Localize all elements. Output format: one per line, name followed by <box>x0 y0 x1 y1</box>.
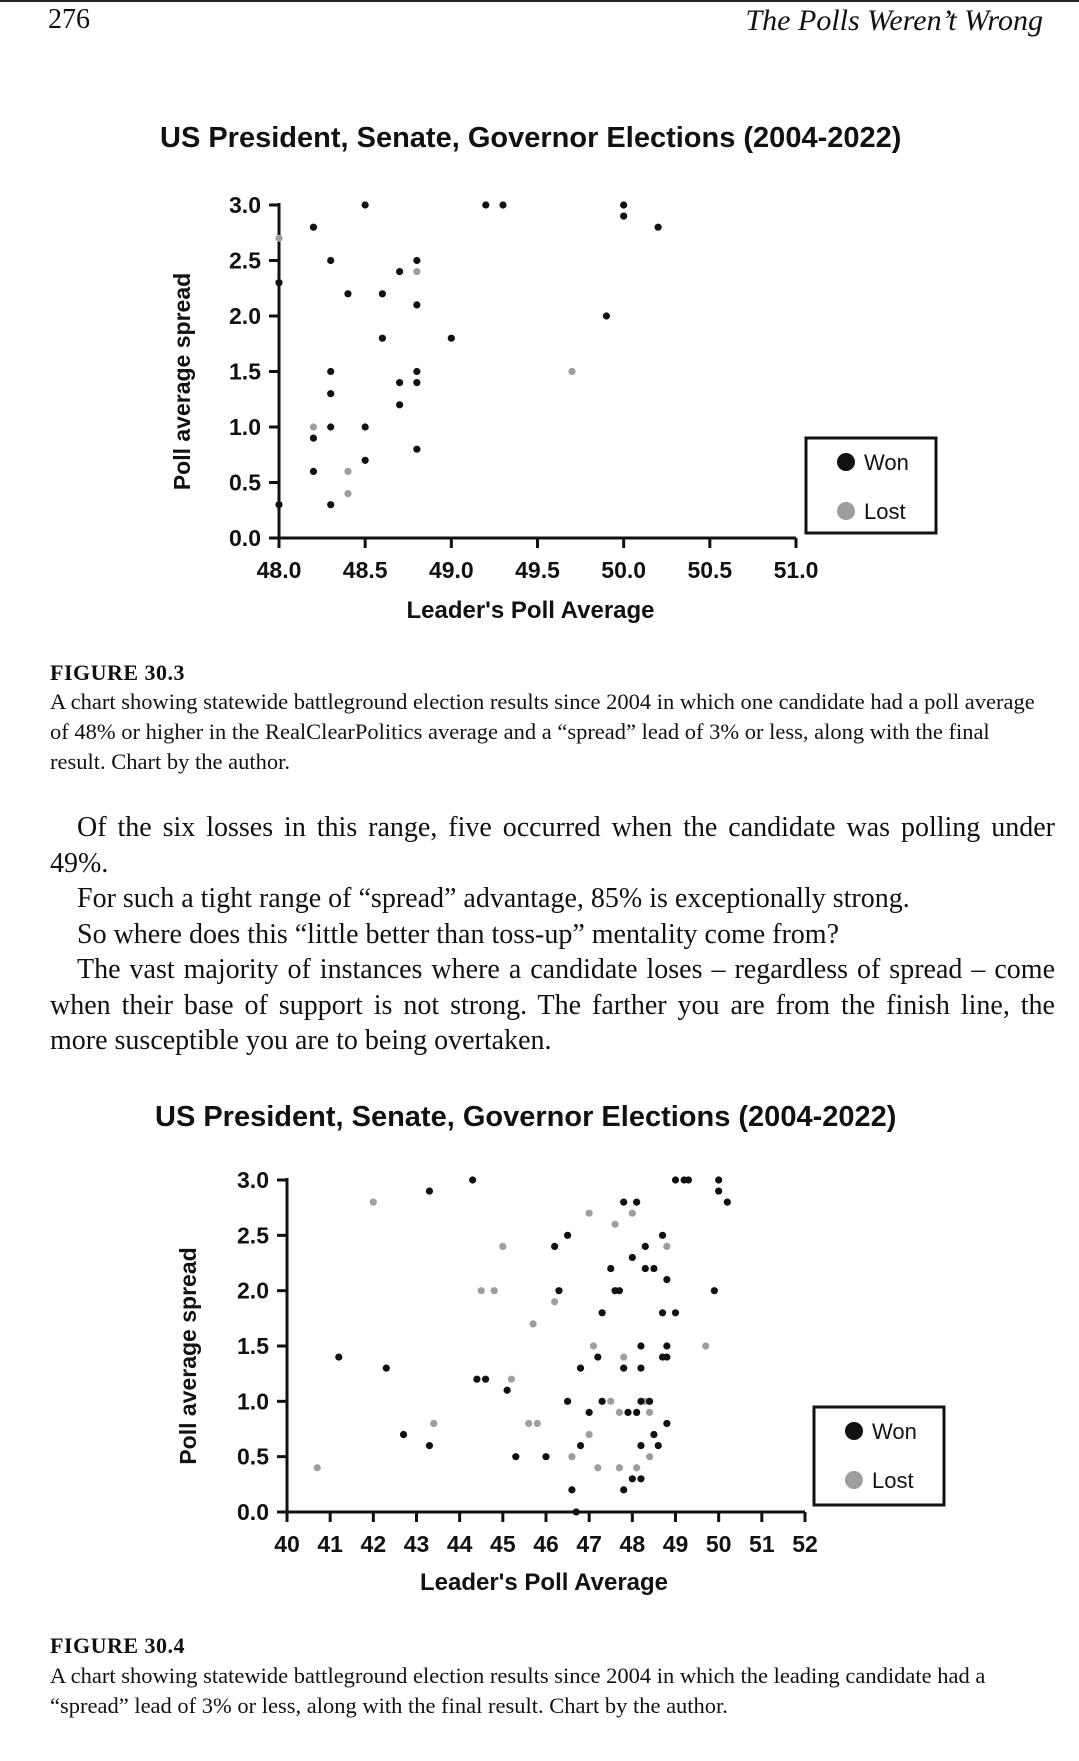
chart-1-point-won <box>362 423 369 430</box>
chart-2-point-won <box>512 1453 519 1460</box>
chart-2-point-won <box>473 1376 480 1383</box>
chart-2-point-won <box>616 1287 623 1294</box>
chart-1-x-tick-label: 50.0 <box>601 557 647 583</box>
chart-2-point-won <box>672 1176 679 1183</box>
chart-2-point-won <box>504 1387 511 1394</box>
chart-2-point-won <box>663 1353 670 1360</box>
chart-2-point-lost <box>586 1210 593 1217</box>
chart-2-point-won <box>637 1475 644 1482</box>
chart-2-point-lost <box>525 1420 532 1427</box>
chart-1-y-tick-label: 2.5 <box>229 247 261 274</box>
chart-1-point-lost <box>310 423 317 430</box>
chart-1-point-won <box>379 290 386 297</box>
chart-2-point-won <box>663 1276 670 1283</box>
chart-1-legend-label-won: Won <box>864 450 909 475</box>
chart-2-point-lost <box>607 1398 614 1405</box>
chart-2-point-won <box>663 1420 670 1427</box>
chart-2-point-won <box>637 1365 644 1372</box>
chart-1-point-won <box>327 368 334 375</box>
paragraph-4: The vast majority of instances where a candidate loses – regardless of spread – come when their base of support is not strong. The farther you are from the finish line, the more susceptible you are to being overtaken. <box>50 954 1055 1056</box>
chart-1-point-won <box>413 257 420 264</box>
chart-1-point-lost <box>413 268 420 275</box>
chart-2-point-lost <box>534 1420 541 1427</box>
chart-2-point-lost <box>611 1221 618 1228</box>
chart-2-point-won <box>564 1232 571 1239</box>
chart-2-scatter-plot <box>0 1150 1079 1600</box>
chart-1-point-won <box>620 213 627 220</box>
chart-2-point-won <box>642 1243 649 1250</box>
chart-2-point-won <box>620 1199 627 1206</box>
chart-2-point-lost <box>620 1353 627 1360</box>
chart-1-point-won <box>499 201 506 208</box>
chart-1-point-lost <box>344 468 351 475</box>
chart-2-point-lost <box>370 1199 377 1206</box>
chart-1-y-tick-label: 3.0 <box>229 192 261 218</box>
chart-1-point-won <box>327 390 334 397</box>
chart-2-point-won <box>620 1486 627 1493</box>
chart-2-point-won <box>637 1342 644 1349</box>
chart-2-x-tick-label: 42 <box>360 1531 387 1557</box>
chart-2-point-lost <box>646 1453 653 1460</box>
chart-2-y-tick-label: 2.5 <box>237 1222 269 1249</box>
chart-2-point-won <box>426 1187 433 1194</box>
chart-2-point-lost <box>499 1243 506 1250</box>
figure-30-4-label: FIGURE 30.4 <box>50 1633 186 1658</box>
chart-2-point-won <box>637 1442 644 1449</box>
chart-2-point-won <box>637 1398 644 1405</box>
chart-2-point-won <box>400 1431 407 1438</box>
chart-1-point-won <box>379 335 386 342</box>
chart-1-point-won <box>396 268 403 275</box>
chart-2-point-lost <box>633 1464 640 1471</box>
chart-1-point-won <box>603 312 610 319</box>
paragraph-2: For such a tight range of “spread” advantage, 85% is exceptionally strong. <box>77 883 910 914</box>
chart-2-point-won <box>672 1309 679 1316</box>
chart-2-x-tick-label: 51 <box>749 1531 775 1557</box>
chart-1-y-tick-label: 1.0 <box>229 414 261 440</box>
chart-2-point-won <box>646 1398 653 1405</box>
chart-2-x-axis-label: Leader's Poll Average <box>419 1569 669 1596</box>
chart-1-point-won <box>413 301 420 308</box>
chart-1-point-won <box>344 290 351 297</box>
chart-2-point-won <box>568 1486 575 1493</box>
chart-2-point-lost <box>629 1210 636 1217</box>
chart-2-point-won <box>711 1287 718 1294</box>
figure-30-4-caption: A chart showing statewide battleground election results since 2004 in which the leading candidate had a “spread” lead of 3% or less, along with the final result. Chart by the author. <box>50 1663 986 1718</box>
chart-2-x-tick-label: 41 <box>317 1531 343 1557</box>
chart-2-y-tick-label: 0.0 <box>237 1499 269 1525</box>
chart-2-point-lost <box>616 1464 623 1471</box>
chart-2-point-won <box>650 1431 657 1438</box>
chart-2-x-tick-label: 40 <box>274 1531 300 1557</box>
chart-1-point-won <box>448 335 455 342</box>
chart-2-point-won <box>724 1199 731 1206</box>
chart-2-point-won <box>659 1232 666 1239</box>
chart-2-point-lost <box>529 1320 536 1327</box>
chart-1-point-won <box>327 257 334 264</box>
chart-2-y-tick-label: 2.0 <box>237 1277 269 1304</box>
chart-2-x-tick-label: 45 <box>490 1531 516 1557</box>
chart-2-point-won <box>633 1199 640 1206</box>
chart-1-point-won <box>275 501 282 508</box>
chart-2-point-won <box>383 1365 390 1372</box>
chart-2-point-lost <box>508 1376 515 1383</box>
chart-2-legend-label-lost: Lost <box>872 1468 914 1493</box>
chart-2-point-won <box>655 1442 662 1449</box>
chart-1-title: US President, Senate, Governor Elections (2004-2022) <box>160 122 902 154</box>
page-number: 276 <box>48 4 90 35</box>
chart-2-x-tick-label: 46 <box>533 1531 559 1557</box>
chart-2-y-tick-label: 1.5 <box>237 1333 269 1359</box>
chart-2-point-won <box>573 1508 580 1515</box>
chart-2-point-won <box>629 1254 636 1261</box>
chart-1-x-tick-label: 51.0 <box>773 557 819 583</box>
chart-2-point-lost <box>616 1409 623 1416</box>
chart-1-y-tick-label: 1.5 <box>229 358 261 385</box>
chart-1-point-won <box>413 379 420 386</box>
chart-2-point-won <box>542 1453 549 1460</box>
chart-2-x-tick-label: 44 <box>446 1531 473 1557</box>
body-text <box>50 810 1055 1059</box>
chart-2-x-tick-label: 47 <box>576 1531 602 1557</box>
chart-2-point-won <box>469 1176 476 1183</box>
chart-2-point-won <box>659 1309 666 1316</box>
chart-2-point-won <box>624 1409 631 1416</box>
chart-2-point-won <box>482 1376 489 1383</box>
chart-2-point-lost <box>568 1453 575 1460</box>
chart-2-point-won <box>555 1287 562 1294</box>
chart-2-point-lost <box>314 1464 321 1471</box>
chart-1-point-won <box>362 201 369 208</box>
chart-1-point-won <box>482 201 489 208</box>
chart-2-x-tick-label: 50 <box>705 1531 732 1557</box>
chart-2-legend-marker-lost <box>845 1471 863 1489</box>
chart-2-point-lost <box>478 1287 485 1294</box>
chart-1-x-tick-label: 48.0 <box>256 557 302 583</box>
chart-1-x-tick-label: 48.5 <box>342 557 388 583</box>
chart-2-point-won <box>586 1409 593 1416</box>
chart-1-scatter-plot <box>0 180 1079 624</box>
chart-2-y-axis-label: Poll average spread <box>175 1247 201 1465</box>
chart-2-point-won <box>633 1409 640 1416</box>
chart-1-point-won <box>275 279 282 286</box>
chart-2-x-tick-label: 43 <box>403 1531 430 1557</box>
chart-2-point-lost <box>586 1431 593 1438</box>
chart-2-point-won <box>715 1176 722 1183</box>
chart-2-point-won <box>629 1475 636 1482</box>
chart-1-point-won <box>396 401 403 408</box>
chart-2-point-won <box>599 1398 606 1405</box>
figure-30-3-label: FIGURE 30.3 <box>50 660 186 685</box>
chart-1-point-won <box>310 224 317 231</box>
chart-2-y-tick-label: 1.0 <box>237 1388 269 1415</box>
chart-1-point-won <box>396 379 403 386</box>
paragraph-3: So where does this “little better than toss-up” mentality come from? <box>77 918 840 950</box>
chart-1-x-tick-label: 50.5 <box>687 557 733 583</box>
chart-1-y-axis-label: Poll average spread <box>169 272 195 491</box>
chart-1-legend-marker-won <box>837 453 855 471</box>
chart-1-point-lost <box>344 490 351 497</box>
chart-1-point-won <box>362 457 369 464</box>
chart-1-point-won <box>327 423 334 430</box>
chart-2-point-won <box>715 1187 722 1194</box>
chart-1-point-lost <box>275 235 282 242</box>
chart-2-point-lost <box>594 1464 601 1471</box>
chart-2-legend-label-won: Won <box>872 1419 917 1444</box>
chart-1-point-won <box>413 446 420 453</box>
chart-2-point-lost <box>551 1298 558 1305</box>
chart-2-point-won <box>577 1442 584 1449</box>
chart-2-point-lost <box>491 1287 498 1294</box>
chart-2-point-lost <box>702 1342 709 1349</box>
chart-2-point-won <box>551 1243 558 1250</box>
chart-1-point-won <box>310 435 317 442</box>
chart-2-point-won <box>594 1353 601 1360</box>
chart-2-point-won <box>564 1398 571 1405</box>
chart-2-y-tick-label: 3.0 <box>237 1167 269 1193</box>
chart-1-y-tick-label: 2.0 <box>229 303 261 329</box>
chart-2-point-won <box>335 1353 342 1360</box>
page-header <box>0 0 1079 46</box>
chart-1-y-tick-label: 0.5 <box>229 469 261 496</box>
chart-2-legend-marker-won <box>845 1422 863 1440</box>
chart-2-point-lost <box>663 1243 670 1250</box>
running-head: The Polls Weren’t Wrong <box>745 4 1043 37</box>
chart-1-point-won <box>413 368 420 375</box>
chart-1-point-lost <box>568 368 575 375</box>
chart-2-point-won <box>577 1365 584 1372</box>
figure-30-3-caption: A chart showing statewide battleground election results since 2004 in which one candidate had a poll average of 48% or higher in the RealClearPolitics average and a “spread” lead of 3% or less, along with the final result. Chart by the author. <box>50 689 1035 774</box>
chart-2-point-lost <box>430 1420 437 1427</box>
chart-2-title: US President, Senate, Governor Elections (2004-2022) <box>155 1101 897 1133</box>
chart-1-x-tick-label: 49.0 <box>428 557 474 583</box>
chart-2-point-won <box>599 1309 606 1316</box>
chart-1-legend-label-lost: Lost <box>864 499 906 524</box>
chart-1-x-tick-label: 49.5 <box>515 557 560 583</box>
chart-2-point-lost <box>646 1409 653 1416</box>
chart-2-point-won <box>663 1342 670 1349</box>
chart-2-x-tick-label: 48 <box>619 1531 646 1557</box>
chart-2-point-won <box>642 1265 649 1272</box>
paragraph-1: Of the six losses in this range, five occurred when the candidate was polling under 49%. <box>50 812 1055 879</box>
chart-2-point-won <box>685 1176 692 1183</box>
chart-2-point-won <box>620 1365 627 1372</box>
chart-1-x-axis-label: Leader's Poll Average <box>406 597 655 624</box>
chart-1-y-tick-label: 0.0 <box>229 525 261 551</box>
chart-2-x-tick-label: 49 <box>662 1531 689 1557</box>
chart-1-point-won <box>310 468 317 475</box>
chart-2-point-lost <box>590 1342 597 1349</box>
chart-2-point-won <box>426 1442 433 1449</box>
chart-2-point-won <box>650 1265 657 1272</box>
chart-2-y-tick-label: 0.5 <box>237 1443 269 1470</box>
chart-1-point-won <box>327 501 334 508</box>
chart-1-point-won <box>620 201 627 208</box>
chart-1-legend-marker-lost <box>837 502 855 520</box>
chart-2-point-won <box>607 1265 614 1272</box>
chart-2-x-tick-label: 52 <box>792 1531 818 1557</box>
chart-1-point-won <box>655 224 662 231</box>
